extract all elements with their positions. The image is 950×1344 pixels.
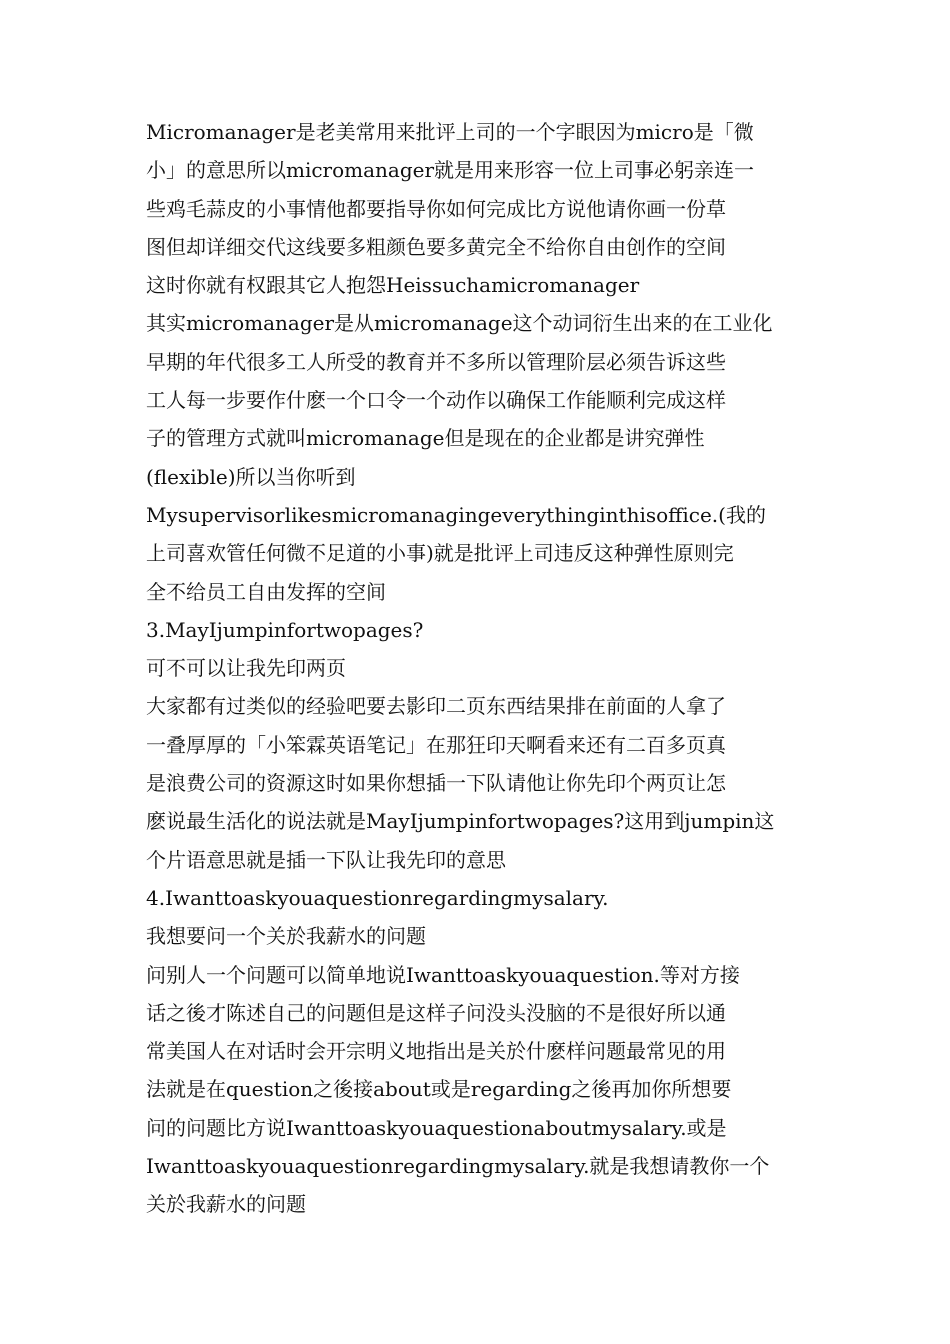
text-line: 些鸡毛蒜皮的小事情他都要指导你如何完成比方说他请你画一份草 bbox=[146, 196, 726, 221]
text-line: 话之後才陈述自己的问题但是这样子问没头没脑的不是很好所以通 bbox=[146, 1000, 726, 1025]
text-line: 是浪费公司的资源这时如果你想插一下队请他让你先印个两页让怎 bbox=[146, 771, 726, 796]
section-heading: 3.MayIjumpinfortwopages? bbox=[146, 617, 424, 642]
text-line: 法就是在question之後接about或是regarding之後再加你所想要 bbox=[146, 1077, 732, 1102]
text-line: 麽说最生活化的说法就是MayIjumpinfortwopages?这用到jumpin这 bbox=[146, 809, 775, 834]
text-line: Micromanager是老美常用来批评上司的一个字眼因为micro是「微 bbox=[146, 120, 754, 144]
text-line: 大家都有过类似的经验吧要去影印二页东西结果排在前面的人拿了 bbox=[146, 694, 726, 719]
text-line: Iwanttoaskyouaquestionregardingmysalary.就是我想请教你一个 bbox=[146, 1154, 770, 1179]
body-text bbox=[146, 113, 811, 1224]
text-line: 其实micromanager是从micromanage这个动词衍生出来的在工业化 bbox=[146, 311, 773, 336]
section-translation: 我想要问一个关於我薪水的问题 bbox=[146, 924, 426, 949]
text-line: 关於我薪水的问题 bbox=[146, 1192, 306, 1217]
text-line: 问的问题比方说Iwanttoaskyouaquestionaboutmysalary.或是 bbox=[146, 1115, 727, 1140]
section-heading: 4.Iwanttoaskyouaquestionregardingmysalary. bbox=[146, 885, 609, 910]
text-line: 上司喜欢管任何微不足道的小事)就是批评上司违反这种弹性原则完 bbox=[146, 541, 734, 566]
text-line: 图但却详细交代这线要多粗颜色要多黄完全不给你自由创作的空间 bbox=[146, 234, 726, 259]
text-line: Mysupervisorlikesmicromanagingeverythinginthisoffice.(我的 bbox=[146, 502, 766, 527]
text-line: 这时你就有权跟其它人抱怨Heissuchamicromanager bbox=[146, 273, 640, 298]
text-line: 子的管理方式就叫micromanage但是现在的企业都是讲究弹性 bbox=[146, 426, 705, 451]
text-line: 问别人一个问题可以简单地说Iwanttoaskyouaquestion.等对方接 bbox=[146, 962, 740, 987]
text-line: 工人每一步要作什麽一个口令一个动作以确保工作能顺利完成这样 bbox=[146, 388, 726, 413]
text-line: 小」的意思所以micromanager就是用来形容一位上司事必躬亲连一 bbox=[146, 158, 755, 183]
text-line: 全不给员工自由发挥的空间 bbox=[146, 579, 386, 604]
text-line: 常美国人在对话时会开宗明义地指出是关於什麽样问题最常见的用 bbox=[146, 1039, 726, 1064]
section-translation: 可不可以让我先印两页 bbox=[146, 656, 346, 681]
text-line: 个片语意思就是插一下队让我先印的意思 bbox=[146, 847, 506, 872]
text-line: 早期的年代很多工人所受的教育并不多所以管理阶层必须告诉这些 bbox=[146, 349, 726, 374]
text-line: (flexible)所以当你听到 bbox=[146, 464, 356, 489]
text-line: 一叠厚厚的「小笨霖英语笔记」在那狂印天啊看来还有二百多页真 bbox=[146, 732, 726, 757]
